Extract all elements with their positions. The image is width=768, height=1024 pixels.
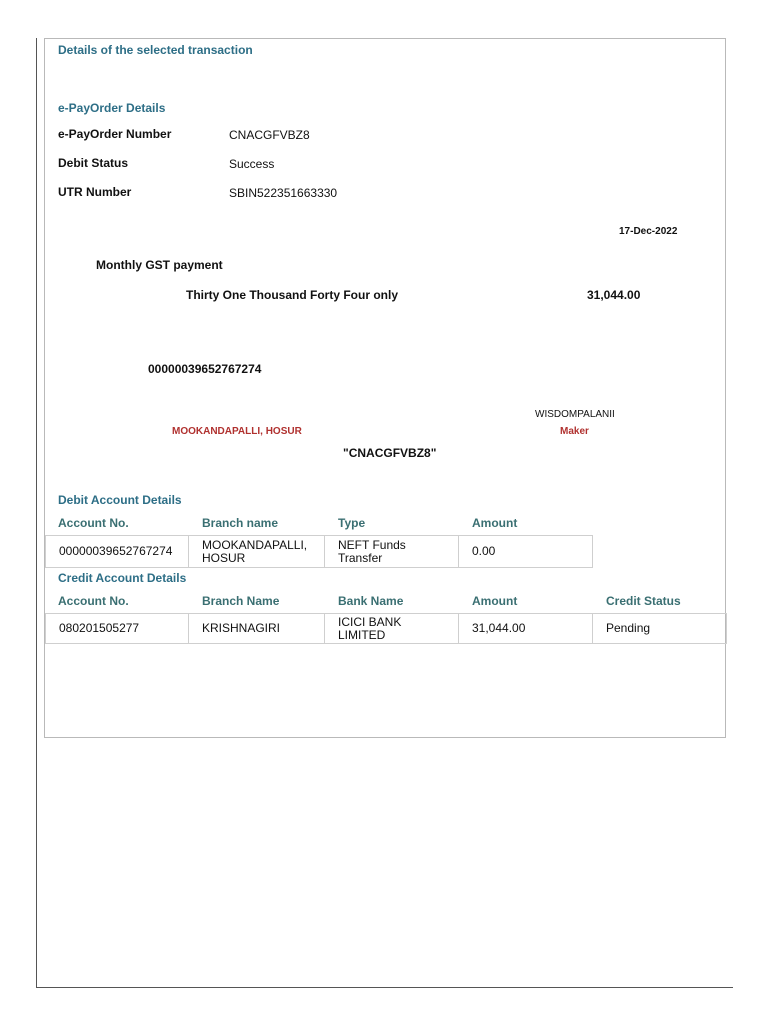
utr-number-value: SBIN522351663330 xyxy=(229,186,338,200)
credit-header-account: Account No. xyxy=(58,594,129,608)
transaction-details-panel xyxy=(44,38,726,738)
debit-header-account: Account No. xyxy=(58,516,129,530)
page-title: Details of the selected transaction xyxy=(58,43,253,57)
page-bottom-rule xyxy=(36,987,733,988)
debit-type-cell xyxy=(325,536,459,568)
table-row xyxy=(46,536,593,568)
debit-branch-line2: HOSUR xyxy=(202,550,246,565)
credit-header-branch: Branch Name xyxy=(202,594,280,608)
branch-name: MOOKANDAPALLI, HOSUR xyxy=(172,426,302,437)
credit-amount-cell: 31,044.00 xyxy=(459,614,593,644)
epayorder-number-value: CNACGFVBZ8 xyxy=(229,128,310,142)
debit-branch-line1: MOOKANDAPALLI, xyxy=(202,537,308,552)
credit-header-bank: Bank Name xyxy=(338,594,404,608)
debit-amount-cell: 0.00 xyxy=(459,536,593,568)
credit-account-cell: 080201505277 xyxy=(46,614,189,644)
credit-header-status: Credit Status xyxy=(606,594,681,608)
reference-number: "CNACGFVBZ8" xyxy=(343,446,437,460)
credit-section-title: Credit Account Details xyxy=(58,571,187,585)
epayorder-section-title: e-PayOrder Details xyxy=(58,101,166,115)
debit-branch-cell xyxy=(189,536,325,568)
transaction-date: 17-Dec-2022 xyxy=(619,226,678,237)
debit-type-line2: Transfer xyxy=(338,550,383,565)
debit-type-line1: NEFT Funds xyxy=(338,537,406,552)
epayorder-number-label: e-PayOrder Number xyxy=(58,127,172,141)
debit-table xyxy=(45,535,593,568)
credit-status-cell: Pending xyxy=(593,614,727,644)
debit-section-title: Debit Account Details xyxy=(58,493,182,507)
page-left-rule xyxy=(36,38,37,988)
debit-header-branch: Branch name xyxy=(202,516,279,530)
amount-in-words: Thirty One Thousand Forty Four only xyxy=(186,288,398,302)
maker-label: Maker xyxy=(560,426,589,437)
debit-status-value: Success xyxy=(229,157,275,171)
debit-header-amount: Amount xyxy=(472,516,518,530)
credit-table xyxy=(45,613,727,644)
account-number: 00000039652767274 xyxy=(148,362,262,376)
credit-branch-cell: KRISHNAGIRI xyxy=(189,614,325,644)
credit-header-amount: Amount xyxy=(472,594,518,608)
debit-status-label: Debit Status xyxy=(58,156,129,170)
debit-account-cell: 00000039652767274 xyxy=(46,536,189,568)
credit-bank-line2: LIMITED xyxy=(338,627,386,642)
debit-header-type: Type xyxy=(338,516,366,530)
credit-bank-cell xyxy=(325,614,459,644)
payment-purpose: Monthly GST payment xyxy=(96,258,223,272)
amount-in-figures: 31,044.00 xyxy=(587,288,641,302)
table-row xyxy=(46,614,727,644)
maker-name: WISDOMPALANII xyxy=(535,409,615,420)
credit-bank-line1: ICICI BANK xyxy=(338,614,402,629)
utr-number-label: UTR Number xyxy=(58,185,132,199)
